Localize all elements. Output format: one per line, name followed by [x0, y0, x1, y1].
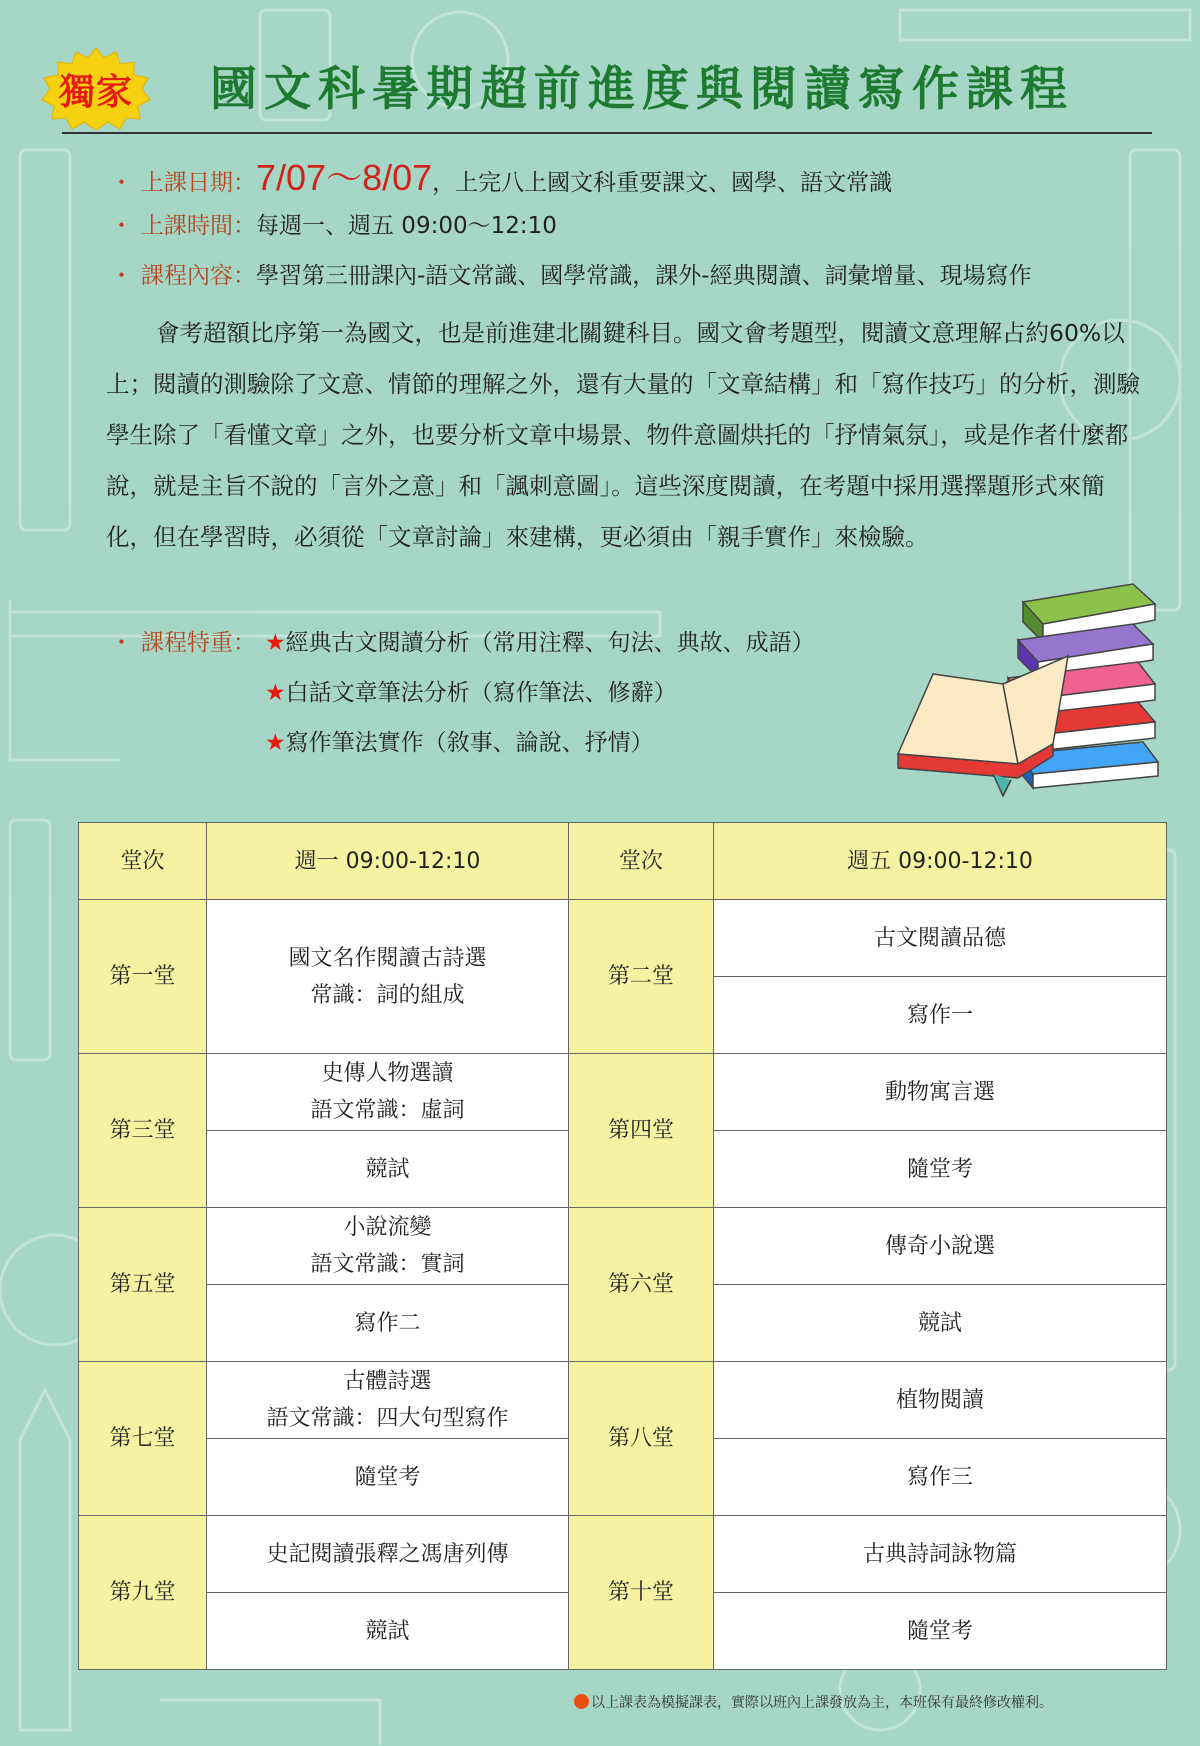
- table-row: [79, 1362, 1167, 1439]
- books-illustration: [893, 574, 1168, 804]
- friday-lesson: 古典詩詞詠物篇: [714, 1516, 1167, 1593]
- session-label: 第五堂: [79, 1208, 207, 1362]
- session-label: 第四堂: [569, 1054, 714, 1208]
- info-time: [110, 207, 557, 240]
- feature-item-2: [265, 674, 677, 707]
- friday-activity: 寫作三: [714, 1439, 1167, 1516]
- star-icon: ★: [265, 630, 286, 656]
- feature-item-3: [265, 724, 654, 757]
- intro-text: 會考超額比序第一為國文，也是前進建北關鍵科目。國文會考題型，閱讀文意理解占約60%以上；閱讀的測驗除了文意、情節的理解之外，還有大量的「文章結構」和「寫作技巧」的分析，測驗學生除了「看懂文章」之外，也要分析文章中場景、物件意圖烘托的「抒情氣氛」，或是作者什麼都說，就是主旨不說的「言外之意」和「諷刺意圖」。這些深度閱讀，在考題中採用選擇題形式來簡化，但在學習時，必須從「文章討論」來建構，更必須由「親手實作」來檢驗。: [106, 319, 1140, 551]
- date-label: 上課日期：: [141, 170, 256, 196]
- session-label: 第七堂: [79, 1362, 207, 1516]
- badge-label: 獨家: [58, 70, 133, 113]
- header-monday: 週一 09:00-12:10: [207, 823, 569, 900]
- date-description: ，上完八上國文科重要課文、國學、語文常識: [432, 170, 893, 196]
- lesson-title: 小說流變: [343, 1215, 432, 1240]
- star-icon: ★: [265, 730, 286, 756]
- bullet: ・: [110, 170, 133, 196]
- monday-activity: 隨堂考: [207, 1439, 569, 1516]
- feature-item-1: [265, 624, 815, 657]
- lesson-subtitle: 語文常識：實詞: [310, 1252, 465, 1277]
- date-value: 7/07～8/07: [256, 157, 433, 198]
- friday-lesson: 古文閱讀品德: [714, 900, 1167, 977]
- lesson-subtitle: 常識：詞的組成: [310, 982, 465, 1008]
- feature-text: 寫作筆法實作（敘事、論說、抒情）: [285, 730, 654, 756]
- title-divider: [62, 132, 1152, 134]
- lesson-subtitle: 語文常識：四大句型寫作: [266, 1406, 509, 1431]
- header-session-left: 堂次: [79, 823, 207, 900]
- monday-lesson: [207, 1054, 569, 1131]
- friday-activity: 隨堂考: [714, 1131, 1167, 1208]
- monday-activity: 競試: [207, 1593, 569, 1670]
- friday-activity: 寫作一: [714, 977, 1167, 1054]
- lesson-title: 國文名作閱讀古詩選: [288, 945, 487, 971]
- features-label-line: [110, 624, 256, 657]
- footnote-text: 以上課表為模擬課表，實際以班內上課發放為主，本班保有最終修改權利。: [591, 1695, 1053, 1711]
- friday-lesson: 動物寓言選: [714, 1054, 1167, 1131]
- star-icon: ★: [265, 680, 286, 706]
- session-label: 第十堂: [569, 1516, 714, 1670]
- friday-activity: 隨堂考: [714, 1593, 1167, 1670]
- time-value: 每週一、週五 09:00～12:10: [256, 213, 557, 239]
- schedule-table: [78, 822, 1167, 1670]
- monday-activity: 寫作二: [207, 1285, 569, 1362]
- friday-lesson: 傳奇小說選: [714, 1208, 1167, 1285]
- header-session-right: 堂次: [569, 823, 714, 900]
- session-label: 第九堂: [79, 1516, 207, 1670]
- lesson-title: 古體詩選: [343, 1369, 432, 1394]
- session-label: 第一堂: [79, 900, 207, 1054]
- bullet: ・: [110, 263, 133, 289]
- feature-text: 經典古文閱讀分析（常用注釋、句法、典故、成語）: [285, 630, 815, 656]
- bullet: ・: [110, 213, 133, 239]
- table-row: [79, 900, 1167, 977]
- time-label: 上課時間：: [141, 213, 256, 239]
- info-content: [110, 257, 1032, 290]
- session-label: 第二堂: [569, 900, 714, 1054]
- exclusive-badge: [40, 48, 152, 130]
- lesson-title: 史傳人物選讀: [321, 1061, 454, 1086]
- header-friday: 週五 09:00-12:10: [714, 823, 1167, 900]
- info-date: [110, 150, 892, 201]
- table-row: [79, 1054, 1167, 1131]
- monday-lesson: 史記閱讀張釋之馮唐列傳: [207, 1516, 569, 1593]
- monday-activity: 競試: [207, 1131, 569, 1208]
- feature-text: 白話文章筆法分析（寫作筆法、修辭）: [285, 680, 677, 706]
- table-row: [79, 1208, 1167, 1285]
- lesson-subtitle: 語文常識：虛詞: [310, 1098, 465, 1123]
- session-label: 第三堂: [79, 1054, 207, 1208]
- bullet-dot-icon: [574, 1694, 589, 1709]
- content-value: 學習第三冊課內-語文常識、國學常識，課外-經典閱讀、詞彙增量、現場寫作: [256, 263, 1032, 289]
- page-title: 國文科暑期超前進度與閱讀寫作課程: [210, 62, 1074, 117]
- friday-activity: 競試: [714, 1285, 1167, 1362]
- table-row: [79, 1516, 1167, 1593]
- friday-lesson: 植物閱讀: [714, 1362, 1167, 1439]
- monday-lesson: [207, 1208, 569, 1285]
- monday-lesson: [207, 1362, 569, 1439]
- header: [40, 44, 1155, 136]
- session-label: 第六堂: [569, 1208, 714, 1362]
- features-label: 課程特重：: [141, 630, 256, 656]
- bullet: ・: [110, 630, 133, 656]
- session-label: 第八堂: [569, 1362, 714, 1516]
- intro-paragraph: [106, 308, 1146, 563]
- table-header-row: [79, 823, 1167, 900]
- monday-lesson: [207, 900, 569, 1054]
- footnote: [574, 1692, 1053, 1712]
- content-label: 課程內容：: [141, 263, 256, 289]
